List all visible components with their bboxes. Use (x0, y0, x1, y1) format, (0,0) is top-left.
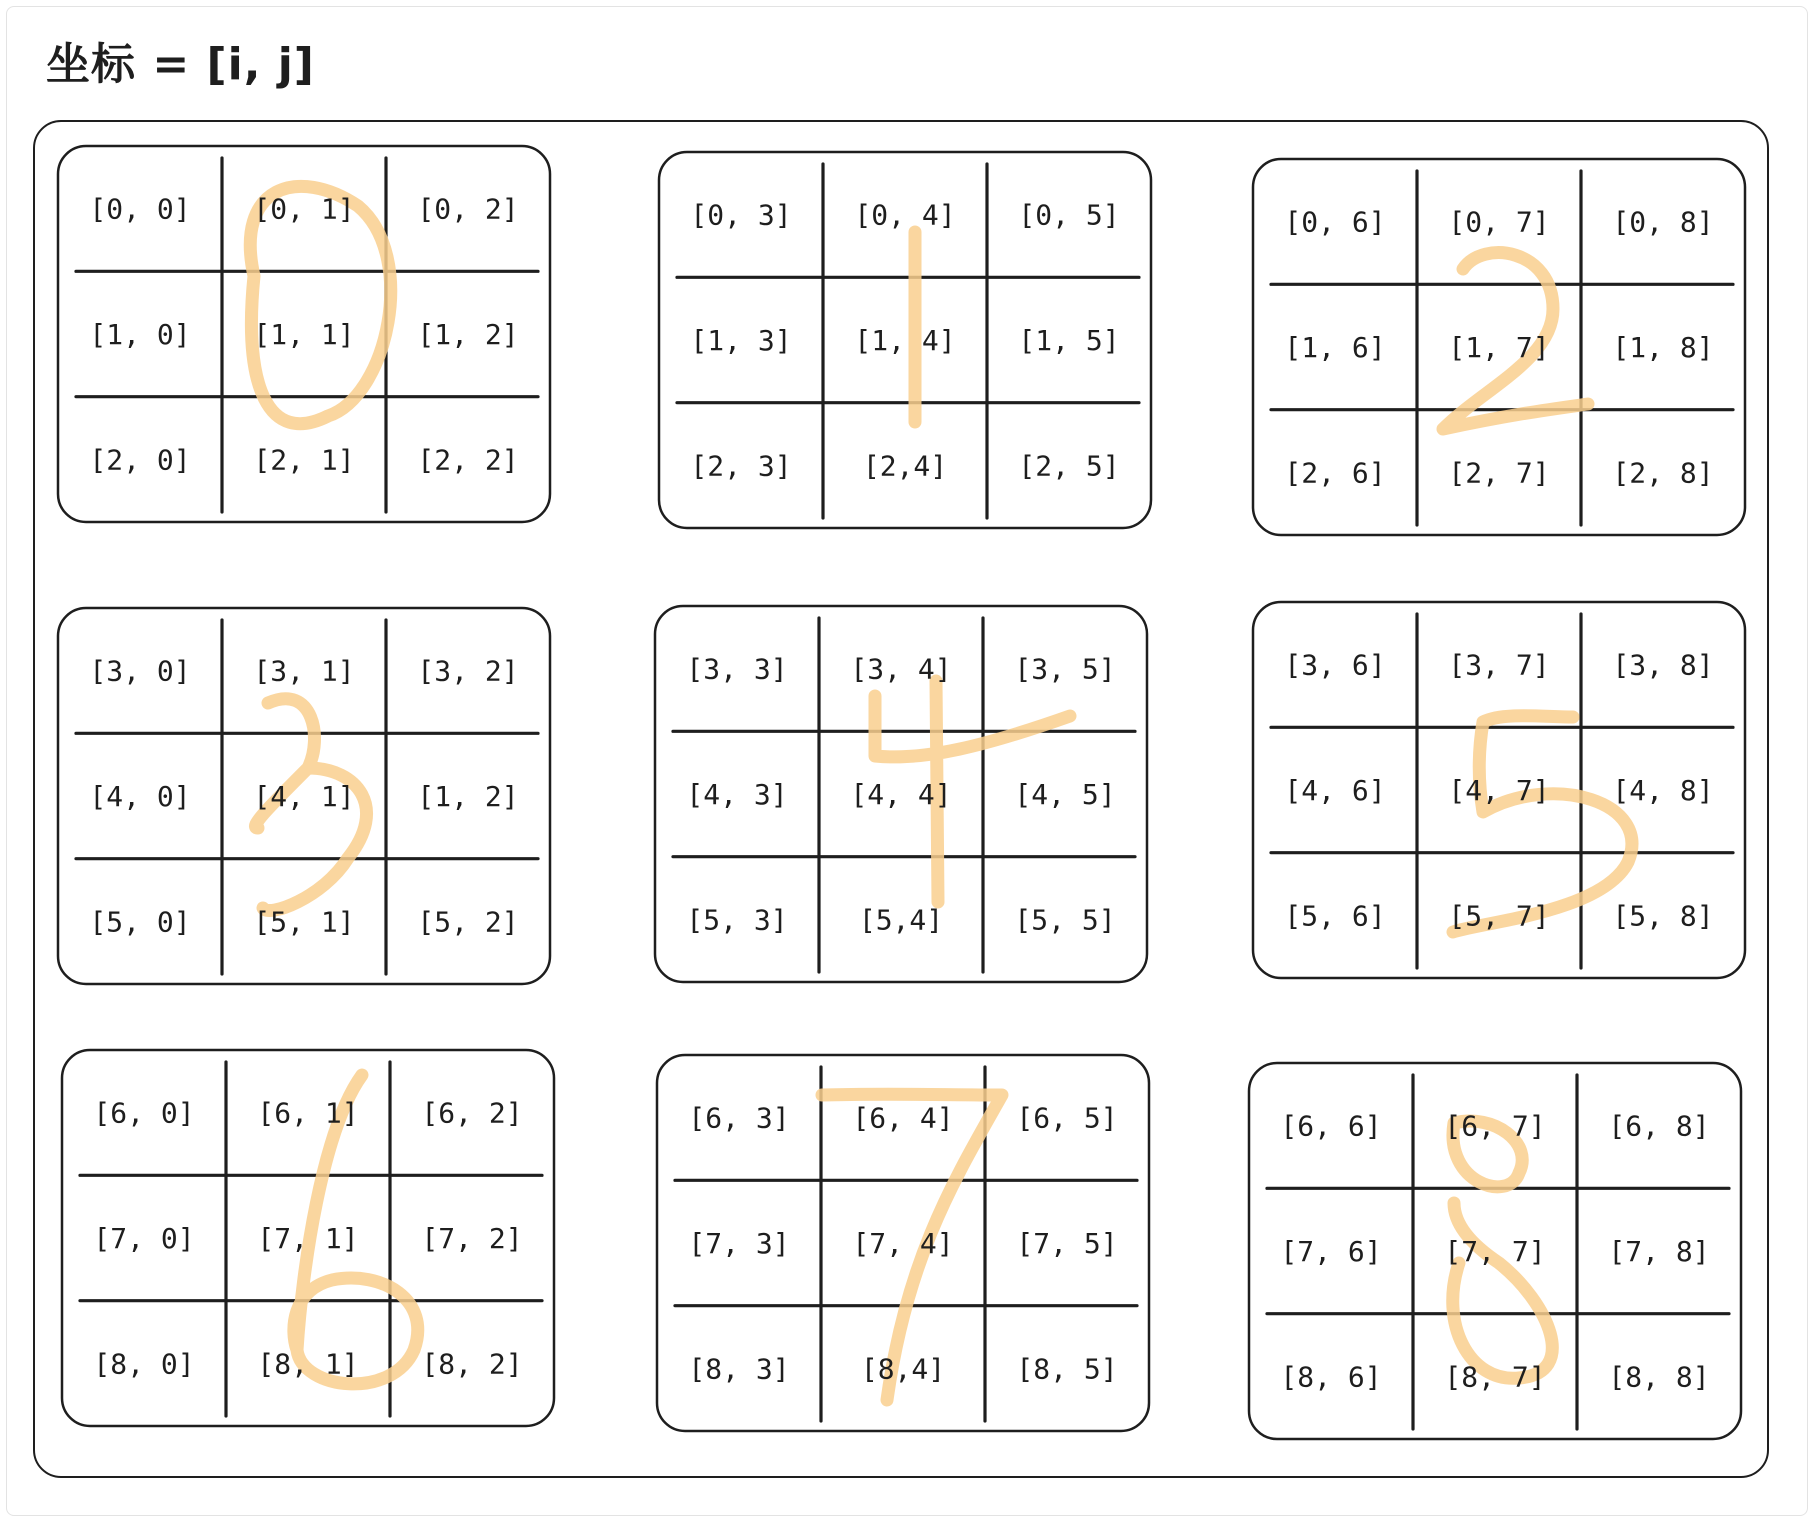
cell-label: [4, 3] (686, 778, 788, 811)
cell-label: [8, 6] (1280, 1360, 1382, 1394)
cell-label: [1, 2] (417, 780, 519, 813)
cell-label: [2, 6] (1284, 456, 1386, 490)
cell-label: [4, 5] (1014, 778, 1116, 811)
cell-label: [6, 2] (421, 1096, 523, 1130)
cell-label: [5, 6] (1284, 899, 1386, 933)
cell-label: [1, 6] (1284, 331, 1386, 364)
cell-label: [3, 7] (1448, 648, 1550, 682)
cell-label: [4, 7] (1448, 774, 1550, 807)
cell-label: [2, 0] (89, 443, 191, 477)
cell-label: [6, 5] (1016, 1101, 1118, 1135)
cell-label: [7, 3] (688, 1227, 790, 1260)
cell-label: [2, 2] (417, 443, 519, 477)
cell-label: [8, 1] (257, 1347, 359, 1381)
cell-label: [4, 4] (850, 778, 952, 811)
cell-label: [7, 5] (1016, 1227, 1118, 1260)
diagram-title: 坐标 = [i, j] (46, 39, 315, 90)
cell-label: [8, 5] (1016, 1352, 1118, 1386)
cell-label: [3, 1] (253, 654, 355, 688)
cell-label: [3, 0] (89, 654, 191, 688)
cell-label: [7, 6] (1280, 1235, 1382, 1268)
cell-label: [2, 3] (690, 449, 792, 483)
cell-label: [8, 3] (688, 1352, 790, 1386)
cell-label: [3, 4] (850, 652, 952, 686)
cell-label: [5, 2] (417, 905, 519, 939)
cell-label: [6, 3] (688, 1101, 790, 1135)
cell-label: [6, 0] (93, 1096, 195, 1130)
cell-label: [1, 5] (1018, 324, 1120, 357)
cell-label: [6, 7] (1444, 1109, 1546, 1143)
cell-label: [0, 2] (417, 192, 519, 226)
cell-label: [7, 8] (1608, 1235, 1710, 1268)
digits-layer (89, 186, 1713, 1400)
cell-label: [0, 5] (1018, 198, 1120, 232)
cell-label: [1, 7] (1448, 331, 1550, 364)
cell-label: [5, 3] (686, 903, 788, 937)
cell-label: [7, 1] (257, 1222, 359, 1255)
cell-label: [3, 6] (1284, 648, 1386, 682)
cell-label: [2, 8] (1612, 456, 1714, 490)
cell-label: [2, 5] (1018, 449, 1120, 483)
cell-label: [1, 1] (253, 318, 355, 351)
cell-label: [3, 2] (417, 654, 519, 688)
cell-label: [1, 4] (854, 324, 956, 357)
cell-label: [8,4] (860, 1352, 946, 1386)
cell-label: [5, 8] (1612, 899, 1714, 933)
cell-label: [3, 8] (1612, 648, 1714, 682)
cell-label: [0, 0] (89, 192, 191, 226)
cell-label: [1, 2] (417, 318, 519, 351)
cell-label: [3, 3] (686, 652, 788, 686)
cell-label: [5,4] (858, 903, 944, 937)
cell-label: [4, 0] (89, 780, 191, 813)
cell-label: [6, 8] (1608, 1109, 1710, 1143)
cell-label: [2,4] (862, 449, 948, 483)
cell-label: [4, 1] (253, 780, 355, 813)
cell-label: [3, 5] (1014, 652, 1116, 686)
cell-label: [6, 4] (852, 1101, 954, 1135)
cell-label: [0, 3] (690, 198, 792, 232)
cell-label: [8, 8] (1608, 1360, 1710, 1394)
cell-label: [7, 7] (1444, 1235, 1546, 1268)
cell-label: [7, 4] (852, 1227, 954, 1260)
cell-label: [5, 5] (1014, 903, 1116, 937)
cell-label: [2, 1] (253, 443, 355, 477)
cell-label: [0, 8] (1612, 205, 1714, 239)
cell-label: [2, 7] (1448, 456, 1550, 490)
cell-label: [0, 6] (1284, 205, 1386, 239)
cell-label: [5, 7] (1448, 899, 1550, 933)
cell-label: [1, 3] (690, 324, 792, 357)
cell-label: [1, 8] (1612, 331, 1714, 364)
cell-label: [0, 4] (854, 198, 956, 232)
cell-label: [1, 0] (89, 318, 191, 351)
cell-label: [4, 8] (1612, 774, 1714, 807)
cell-label: [8, 0] (93, 1347, 195, 1381)
cell-label: [4, 6] (1284, 774, 1386, 807)
cell-label: [6, 1] (257, 1096, 359, 1130)
cell-label: [5, 1] (253, 905, 355, 939)
cell-label: [8, 7] (1444, 1360, 1546, 1394)
cell-label: [8, 2] (421, 1347, 523, 1381)
cell-label: [6, 6] (1280, 1109, 1382, 1143)
cell-label: [5, 0] (89, 905, 191, 939)
cell-label: [0, 7] (1448, 205, 1550, 239)
cell-label: [0, 1] (253, 192, 355, 226)
cell-label: [7, 2] (421, 1222, 523, 1255)
cell-label: [7, 0] (93, 1222, 195, 1255)
